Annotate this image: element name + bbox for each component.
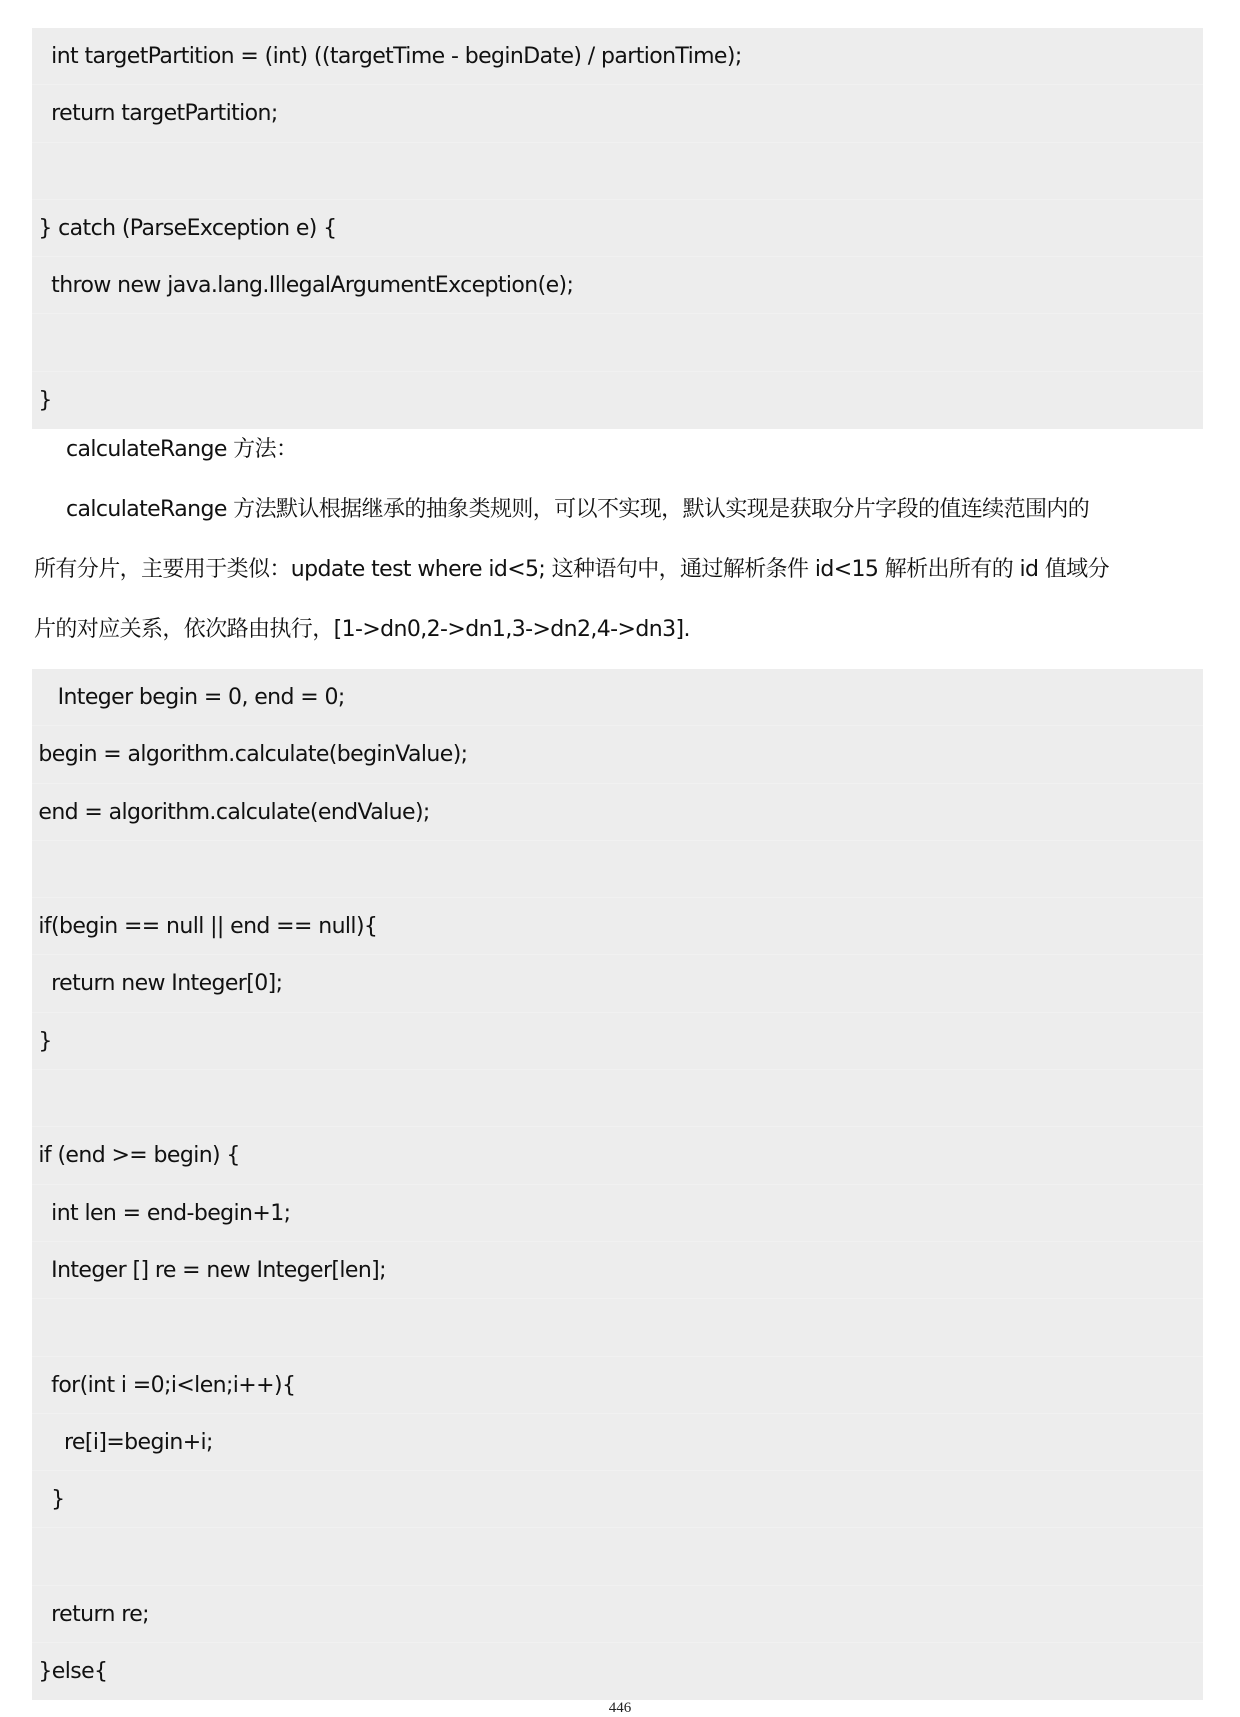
code-line: int len = end-begin+1; bbox=[32, 1185, 1203, 1242]
code-line bbox=[32, 1070, 1203, 1127]
code-line: begin = algorithm.calculate(beginValue); bbox=[32, 726, 1203, 783]
code-line: } bbox=[32, 1013, 1203, 1070]
code-line: re[i]=begin+i; bbox=[32, 1414, 1203, 1471]
code-line: end = algorithm.calculate(endValue); bbox=[32, 784, 1203, 841]
code-line: if (end >= begin) { bbox=[32, 1127, 1203, 1184]
code-line bbox=[32, 1528, 1203, 1585]
paragraph-line: calculateRange 方法默认根据继承的抽象类规则，可以不实现，默认实现是获取分片字段的值连续范围内的 bbox=[34, 497, 1090, 522]
code-block-2 bbox=[32, 669, 1203, 1700]
code-line: Integer begin = 0, end = 0; bbox=[32, 669, 1203, 726]
code-line bbox=[32, 841, 1203, 898]
code-block-1 bbox=[32, 28, 1203, 429]
code-line: return targetPartition; bbox=[32, 85, 1203, 142]
prose-paragraph bbox=[34, 420, 1204, 660]
code-line bbox=[32, 143, 1203, 200]
code-line: Integer [] re = new Integer[len]; bbox=[32, 1242, 1203, 1299]
code-line: for(int i =0;i<len;i++){ bbox=[32, 1357, 1203, 1414]
code-line bbox=[32, 314, 1203, 371]
code-line: return re; bbox=[32, 1586, 1203, 1643]
code-line: } catch (ParseException e) { bbox=[32, 200, 1203, 257]
page-number: 446 bbox=[608, 1700, 632, 1716]
code-line: int targetPartition = (int) ((targetTime - beginDate) / partionTime); bbox=[32, 28, 1203, 85]
paragraph-line: 片的对应关系，依次路由执行，[1->dn0,2->dn1,3->dn2,4->dn3]. bbox=[34, 617, 690, 642]
code-line: throw new java.lang.IllegalArgumentException(e); bbox=[32, 257, 1203, 314]
code-line: } bbox=[32, 387, 52, 413]
section-heading: calculateRange 方法： bbox=[34, 437, 298, 462]
code-line: if(begin == null || end == null){ bbox=[32, 898, 1203, 955]
code-line: }else{ bbox=[32, 1659, 108, 1685]
code-line: } bbox=[32, 1471, 1203, 1528]
code-line: return new Integer[0]; bbox=[32, 955, 1203, 1012]
paragraph-line: 所有分片，主要用于类似：update test where id<5; 这种语句中，通过解析条件 id<15 解析出所有的 id 值域分 bbox=[34, 557, 1109, 582]
code-line bbox=[32, 1299, 1203, 1356]
